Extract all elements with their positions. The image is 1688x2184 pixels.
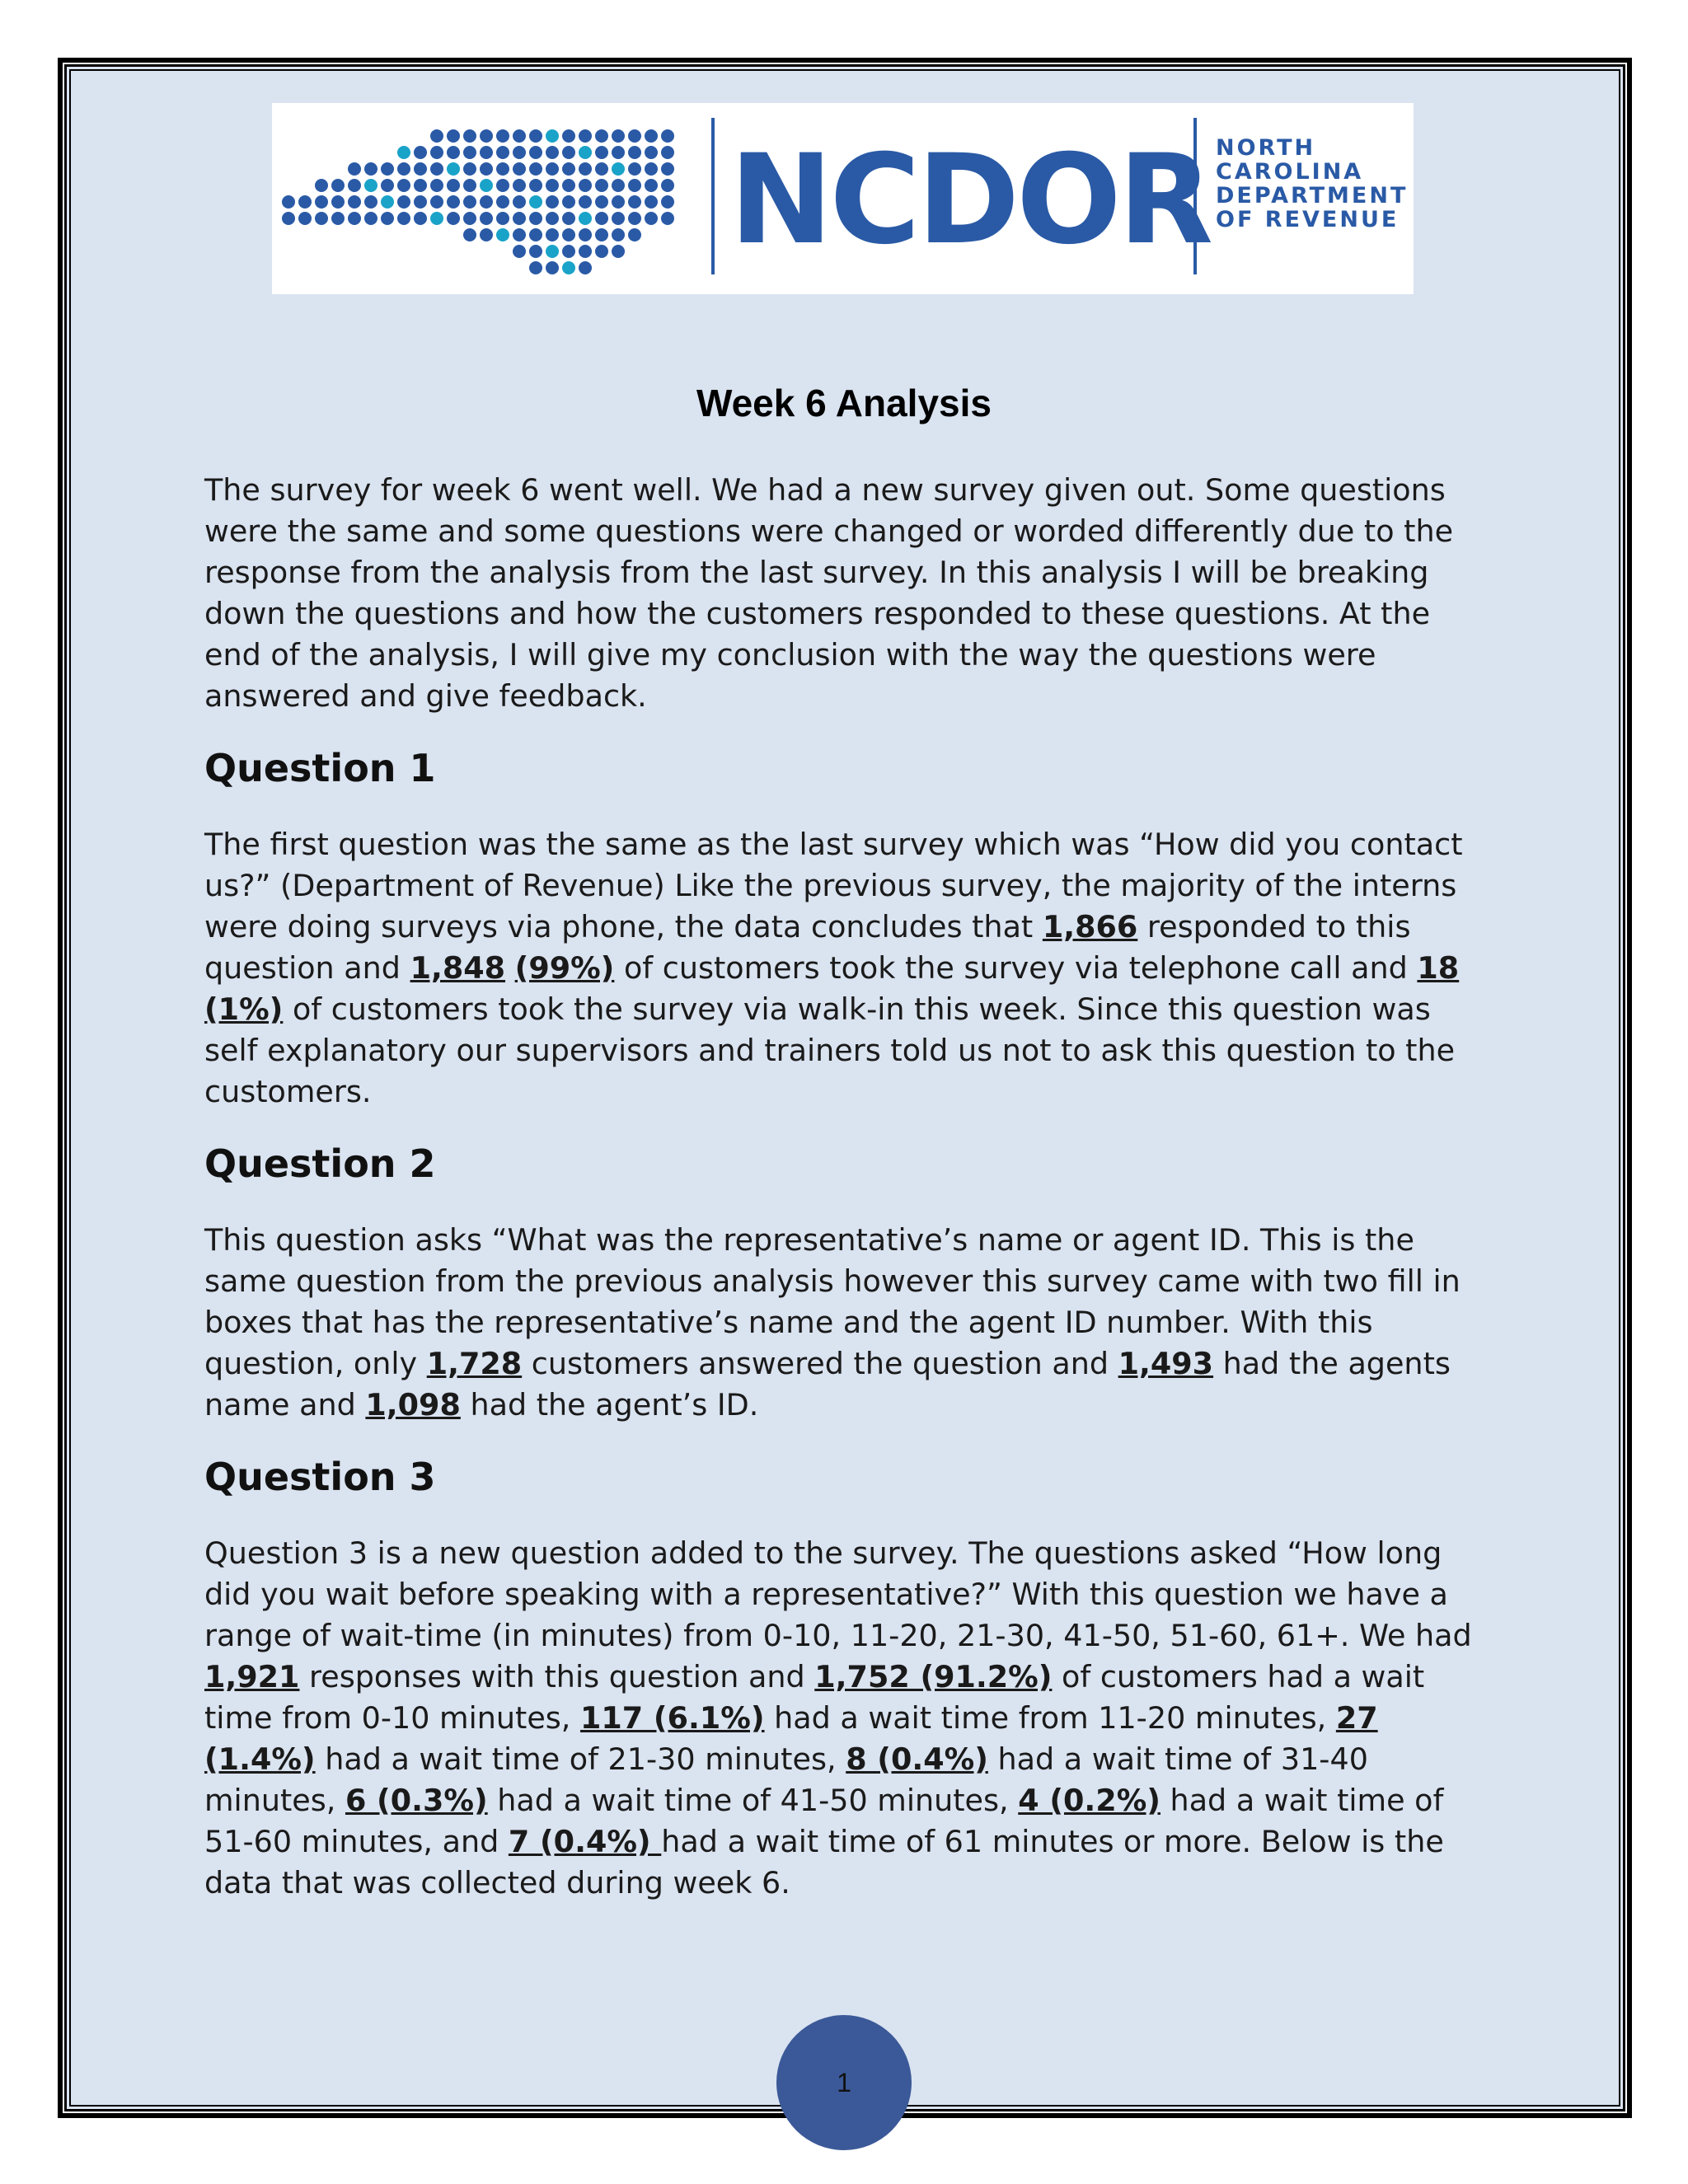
q3-text: had a wait time from 11-20 minutes, bbox=[764, 1700, 1336, 1736]
page-number: 1 bbox=[837, 2067, 851, 2097]
logo-sub-line: NORTH bbox=[1216, 135, 1316, 161]
q2-text: had the agents name and bbox=[204, 1346, 1451, 1422]
q3-text: had a wait time of 21-30 minutes, bbox=[315, 1741, 846, 1777]
q1-value: (1%) bbox=[204, 991, 284, 1027]
q3-text: had a wait time of 61 minutes or more. Below is the data that was collected during week 6. bbox=[204, 1824, 1444, 1900]
q3-value: 7 (0.4%) bbox=[508, 1824, 662, 1859]
logo-sub-line: OF REVENUE bbox=[1216, 207, 1400, 232]
q1-text: The first question was the same as the last survey which was “How did you contact us?” (Department of Revenue) Like the previous survey, the majority of the interns were doing surveys via phone, the data concludes that bbox=[204, 827, 1463, 944]
question-2-heading: Question 2 bbox=[204, 1141, 436, 1186]
q3-text: had a wait time of 41-50 minutes, bbox=[487, 1783, 1019, 1818]
q2-value: 1,728 bbox=[426, 1346, 523, 1381]
q1-value: (99%) bbox=[514, 950, 615, 986]
q3-value: 27 (1.4%) bbox=[204, 1700, 1378, 1777]
logo-acronym: NCDOR bbox=[729, 129, 1211, 272]
q1-text: of customers took the survey via telephone call and bbox=[614, 950, 1418, 986]
q3-value: 1,752 (91.2%) bbox=[814, 1659, 1053, 1694]
question-2-paragraph bbox=[204, 1220, 1490, 1426]
question-3-paragraph bbox=[204, 1533, 1490, 1904]
q1-value: 1,866 bbox=[1042, 909, 1138, 944]
q3-value: 4 (0.2%) bbox=[1018, 1783, 1160, 1818]
q1-value: 1,848 bbox=[410, 950, 506, 986]
logo-sub-line: CAROLINA bbox=[1216, 159, 1364, 185]
page-title: Week 6 Analysis bbox=[696, 382, 992, 424]
q2-text: had the agent’s ID. bbox=[460, 1387, 759, 1422]
q3-text: of customers had a wait time from 0-10 minutes, bbox=[204, 1659, 1425, 1736]
ncdor-logo bbox=[272, 103, 1414, 294]
q3-value: 6 (0.3%) bbox=[345, 1783, 488, 1818]
q1-text: of customers took the survey via walk-in this week. Since this question was self explanatory our supervisors and trainers told us not to ask this question to the customers. bbox=[204, 991, 1456, 1109]
logo-subtitle bbox=[1216, 136, 1408, 232]
q3-text: had a wait time of 31-40 minutes, bbox=[204, 1741, 1368, 1818]
q3-value: 1,921 bbox=[204, 1659, 300, 1694]
question-3-heading: Question 3 bbox=[204, 1455, 436, 1499]
q2-text: customers answered the question and bbox=[522, 1346, 1118, 1381]
q3-text: responses with this question and bbox=[299, 1659, 815, 1694]
intro-text: The survey for week 6 went well. We had a new survey given out. Some questions were the same and some questions were changed or worded differently due to the response from the analysis from the last survey. In this analysis I will be breaking down the questions and how the customers responded to these questions. At the end of the analysis, I will give my conclusion with the way the questions were answered and give feedback. bbox=[204, 472, 1454, 714]
q3-text: had a wait time of 51-60 minutes, and bbox=[204, 1783, 1444, 1859]
question-1-paragraph bbox=[204, 824, 1490, 1113]
q3-value: 8 (0.4%) bbox=[846, 1741, 988, 1777]
q2-value: 1,493 bbox=[1118, 1346, 1214, 1381]
intro-paragraph bbox=[204, 470, 1490, 717]
q1-text: responded to this question and bbox=[204, 909, 1411, 986]
logo-sub-line: DEPARTMENT bbox=[1216, 183, 1409, 209]
page-number-badge bbox=[776, 2015, 912, 2150]
q2-text: This question asks “What was the representative’s name or agent ID. This is the same question from the previous analysis however this survey came with two fill in boxes that has the representative’s name and the agent ID number. With this question, only bbox=[204, 1222, 1461, 1381]
question-1-heading: Question 1 bbox=[204, 746, 436, 790]
q3-text: Question 3 is a new question added to the survey. The questions asked “How long did you wait before speaking with a representative?” With this question we have a range of wait-time (in minutes) from 0-10, 11-20, 21-30, 41-50, 51-60, 61+. We had bbox=[204, 1535, 1472, 1653]
q1-value: 18 bbox=[1417, 950, 1460, 986]
q3-value: 117 (6.1%) bbox=[580, 1700, 765, 1736]
q2-value: 1,098 bbox=[365, 1387, 461, 1422]
